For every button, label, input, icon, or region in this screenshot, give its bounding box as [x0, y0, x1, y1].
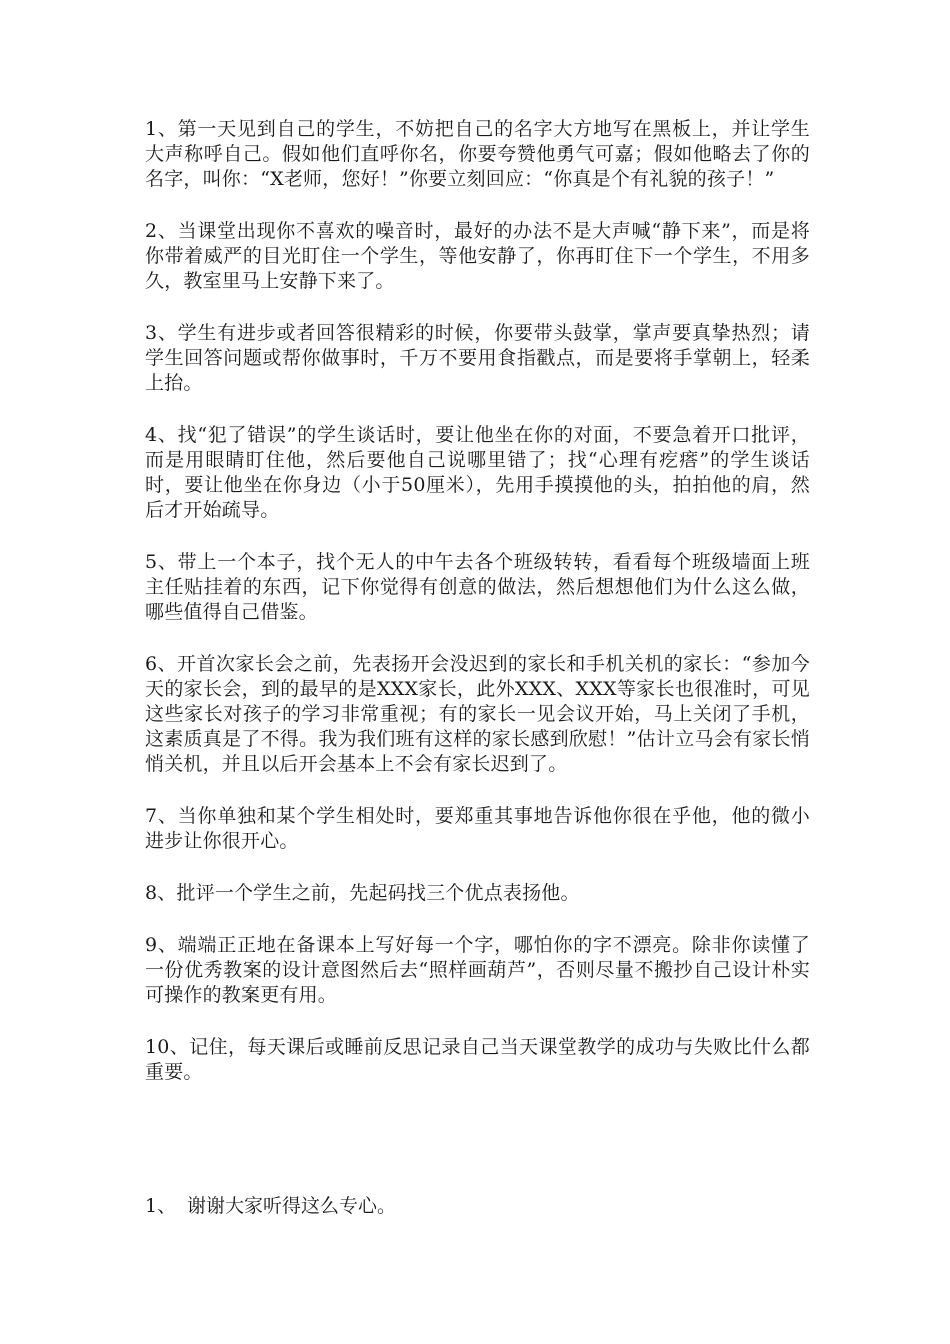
closing-number: 1、 — [145, 1195, 177, 1217]
closing-text: 谢谢大家听得这么专心。 — [187, 1195, 397, 1217]
paragraph-5: 5、带上一个本子，找个无人的中午去各个班级转转，看看每个班级墙面上班主任贴挂着的东西，记下你觉得有创意的做法，然后想想他们为什么这么做，哪些值得自己借鉴。 — [145, 551, 810, 623]
paragraph-6: 6、开首次家长会之前，先表扬开会没迟到的家长和手机关机的家长：“参加今天的家长会，到的最早的是XXX家长，此外XXX、XXX等家长也很准时，可见这些家长对孩子的学习非常重视；有的家长一见会议开始，马上关闭了手机，这素质真是了不得。我为我们班有这样的家长感到欣慰！”估计立马会有家长悄悄关机，并且以后开会基本上不会有家长迟到了。 — [145, 653, 810, 775]
closing-line — [145, 1194, 396, 1219]
paragraph-8: 8、批评一个学生之前，先起码找三个优点表扬他。 — [145, 882, 580, 904]
paragraph-7: 7、当你单独和某个学生相处时，要郑重其事地告诉他你很在乎他，他的微小进步让你很开心。 — [145, 805, 810, 852]
paragraph-10: 10、记住，每天课后或睡前反思记录自己当天课堂教学的成功与失败比什么都重要。 — [145, 1036, 810, 1083]
paragraph-4: 4、找“犯了错误”的学生谈话时，要让他坐在你的对面，不要急着开口批评，而是用眼睛盯住他，然后要他自己说哪里错了；找“心理有疙瘩”的学生谈话时，要让他坐在你身边（小于50厘米），先用手摸摸他的头，拍拍他的肩，然后才开始疏导。 — [145, 424, 810, 521]
paragraph-9: 9、端端正正地在备课本上写好每一个字，哪怕你的字不漂亮。除非你读懂了一份优秀教案的设计意图然后去“照样画葫芦”，否则尽量不搬抄自己设计朴实可操作的教案更有用。 — [145, 934, 810, 1006]
paragraph-2: 2、当课堂出现你不喜欢的噪音时，最好的办法不是大声喊“静下来”，而是将你带着威严的目光盯住一个学生，等他安静了，你再盯住下一个学生，不用多久，教室里马上安静下来了。 — [145, 220, 810, 292]
paragraph-3: 3、学生有进步或者回答很精彩的时候，你要带头鼓掌，掌声要真挚热烈；请学生回答问题或帮你做事时，千万不要用食指戳点，而是要将手掌朝上，轻柔上抬。 — [145, 322, 810, 394]
document-body — [145, 117, 810, 1112]
paragraph-1: 1、第一天见到自己的学生，不妨把自己的名字大方地写在黑板上，并让学生大声称呼自己。假如他们直呼你名，你要夸赞他勇气可嘉；假如他略去了你的名字，叫你：“X老师，您好！”你要立刻回应：“你真是个有礼貌的孩子！” — [145, 118, 810, 190]
